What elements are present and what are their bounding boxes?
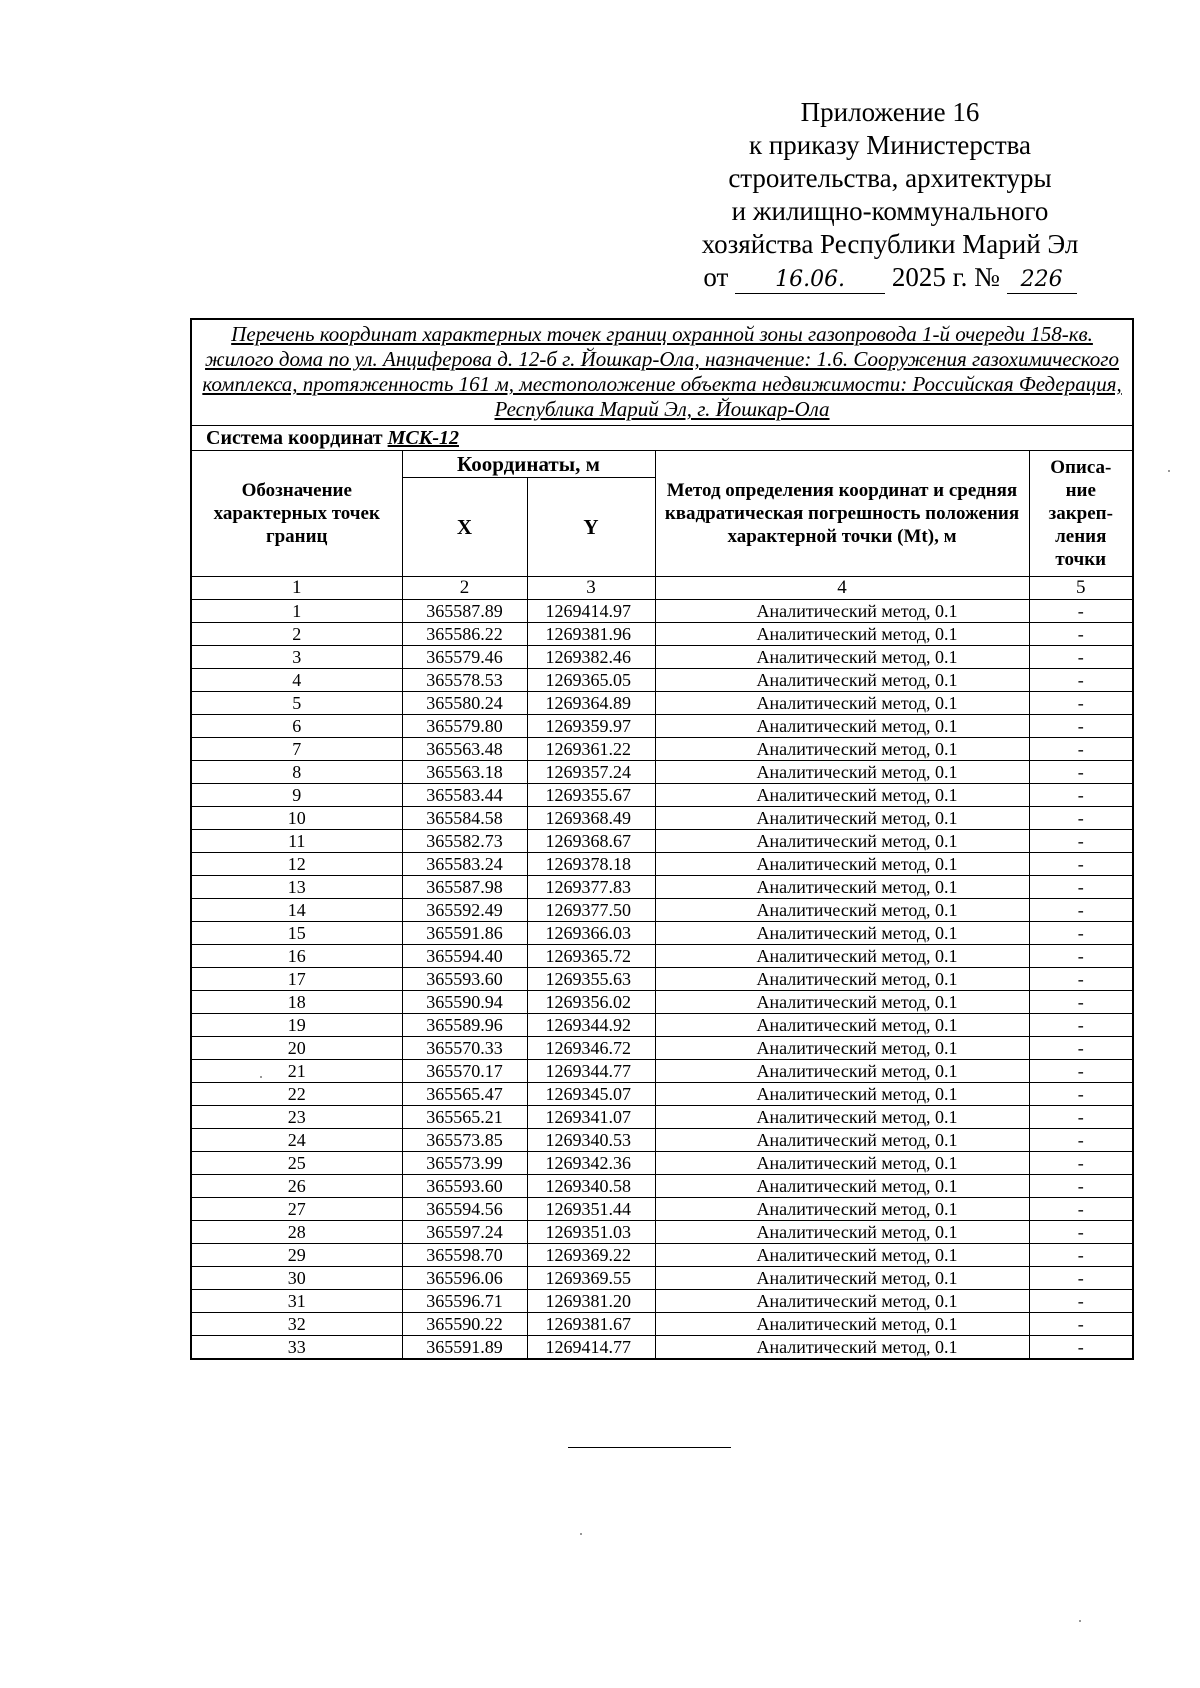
x-coordinate-cell: 365587.98 bbox=[402, 876, 527, 899]
coordinate-system-value: МСК-12 bbox=[387, 427, 459, 449]
method-cell: Аналитический метод, 0.1 bbox=[655, 807, 1029, 830]
description-cell: - bbox=[1029, 1175, 1133, 1198]
column-number: 1 bbox=[191, 577, 402, 600]
point-number-cell: 13 bbox=[191, 876, 402, 899]
header-points: Обозначение характерных точек границ bbox=[191, 451, 402, 577]
coordinate-system bbox=[191, 426, 1133, 451]
description-cell: - bbox=[1029, 738, 1133, 761]
coordinate-system-label: Система координат bbox=[206, 427, 383, 449]
scan-speck bbox=[580, 1533, 582, 1535]
table-row bbox=[191, 1336, 1133, 1360]
point-number-cell: 19 bbox=[191, 1014, 402, 1037]
year-number-label: 2025 г. № bbox=[891, 262, 1000, 292]
point-number-cell: 24 bbox=[191, 1129, 402, 1152]
x-coordinate-cell: 365579.46 bbox=[402, 646, 527, 669]
description-cell: - bbox=[1029, 807, 1133, 830]
description-cell: - bbox=[1029, 1221, 1133, 1244]
point-number-cell: 28 bbox=[191, 1221, 402, 1244]
description-cell: - bbox=[1029, 761, 1133, 784]
point-number-cell: 1 bbox=[191, 600, 402, 623]
x-coordinate-cell: 365589.96 bbox=[402, 1014, 527, 1037]
point-number-cell: 31 bbox=[191, 1290, 402, 1313]
description-cell: - bbox=[1029, 692, 1133, 715]
y-coordinate-cell: 1269369.22 bbox=[527, 1244, 655, 1267]
description-cell: - bbox=[1029, 922, 1133, 945]
description-cell: - bbox=[1029, 1244, 1133, 1267]
x-coordinate-cell: 365580.24 bbox=[402, 692, 527, 715]
point-number-cell: 22 bbox=[191, 1083, 402, 1106]
method-cell: Аналитический метод, 0.1 bbox=[655, 945, 1029, 968]
coordinates-table bbox=[190, 318, 1134, 1360]
header-line-2: к приказу Министерства bbox=[748, 130, 1032, 160]
table-row bbox=[191, 692, 1133, 715]
column-numbers-row bbox=[191, 577, 1133, 600]
method-cell: Аналитический метод, 0.1 bbox=[655, 761, 1029, 784]
y-coordinate-cell: 1269344.77 bbox=[527, 1060, 655, 1083]
description-cell: - bbox=[1029, 945, 1133, 968]
method-cell: Аналитический метод, 0.1 bbox=[655, 623, 1029, 646]
x-coordinate-cell: 365563.48 bbox=[402, 738, 527, 761]
x-coordinate-cell: 365593.60 bbox=[402, 1175, 527, 1198]
description-cell: - bbox=[1029, 1198, 1133, 1221]
y-coordinate-cell: 1269351.03 bbox=[527, 1221, 655, 1244]
table-row bbox=[191, 968, 1133, 991]
description-cell: - bbox=[1029, 715, 1133, 738]
table-row bbox=[191, 1313, 1133, 1336]
table-row bbox=[191, 830, 1133, 853]
method-cell: Аналитический метод, 0.1 bbox=[655, 830, 1029, 853]
x-coordinate-cell: 365596.06 bbox=[402, 1267, 527, 1290]
method-cell: Аналитический метод, 0.1 bbox=[655, 692, 1029, 715]
table-row bbox=[191, 1083, 1133, 1106]
method-cell: Аналитический метод, 0.1 bbox=[655, 738, 1029, 761]
header-line-3: строительства, архитектуры bbox=[728, 163, 1052, 193]
description-cell: - bbox=[1029, 669, 1133, 692]
header-description: Описа-ние закреп-ления точки bbox=[1029, 451, 1133, 577]
table-row bbox=[191, 761, 1133, 784]
x-coordinate-cell: 365565.47 bbox=[402, 1083, 527, 1106]
x-coordinate-cell: 365570.33 bbox=[402, 1037, 527, 1060]
y-coordinate-cell: 1269414.97 bbox=[527, 600, 655, 623]
point-number-cell: 17 bbox=[191, 968, 402, 991]
table-row bbox=[191, 1106, 1133, 1129]
table-row bbox=[191, 1152, 1133, 1175]
table-row bbox=[191, 1221, 1133, 1244]
y-coordinate-cell: 1269351.44 bbox=[527, 1198, 655, 1221]
method-cell: Аналитический метод, 0.1 bbox=[655, 1152, 1029, 1175]
table-row bbox=[191, 669, 1133, 692]
table-row bbox=[191, 1267, 1133, 1290]
method-cell: Аналитический метод, 0.1 bbox=[655, 1336, 1029, 1360]
column-number: 4 bbox=[655, 577, 1029, 600]
x-coordinate-cell: 365573.99 bbox=[402, 1152, 527, 1175]
point-number-cell: 21 bbox=[191, 1060, 402, 1083]
y-coordinate-cell: 1269366.03 bbox=[527, 922, 655, 945]
point-number-cell: 29 bbox=[191, 1244, 402, 1267]
table-row bbox=[191, 738, 1133, 761]
method-cell: Аналитический метод, 0.1 bbox=[655, 1244, 1029, 1267]
y-coordinate-cell: 1269377.83 bbox=[527, 876, 655, 899]
point-number-cell: 33 bbox=[191, 1336, 402, 1360]
description-cell: - bbox=[1029, 991, 1133, 1014]
x-coordinate-cell: 365565.21 bbox=[402, 1106, 527, 1129]
x-coordinate-cell: 365592.49 bbox=[402, 899, 527, 922]
x-coordinate-cell: 365582.73 bbox=[402, 830, 527, 853]
x-coordinate-cell: 365590.22 bbox=[402, 1313, 527, 1336]
y-coordinate-cell: 1269381.96 bbox=[527, 623, 655, 646]
x-coordinate-cell: 365573.85 bbox=[402, 1129, 527, 1152]
point-number-cell: 32 bbox=[191, 1313, 402, 1336]
method-cell: Аналитический метод, 0.1 bbox=[655, 853, 1029, 876]
y-coordinate-cell: 1269340.53 bbox=[527, 1129, 655, 1152]
table-row bbox=[191, 876, 1133, 899]
y-coordinate-cell: 1269377.50 bbox=[527, 899, 655, 922]
x-coordinate-cell: 365578.53 bbox=[402, 669, 527, 692]
y-coordinate-cell: 1269378.18 bbox=[527, 853, 655, 876]
point-number-cell: 15 bbox=[191, 922, 402, 945]
column-number: 5 bbox=[1029, 577, 1133, 600]
table-row bbox=[191, 922, 1133, 945]
point-number-cell: 7 bbox=[191, 738, 402, 761]
description-cell: - bbox=[1029, 1083, 1133, 1106]
table-row bbox=[191, 784, 1133, 807]
y-coordinate-cell: 1269368.49 bbox=[527, 807, 655, 830]
method-cell: Аналитический метод, 0.1 bbox=[655, 715, 1029, 738]
point-number-cell: 18 bbox=[191, 991, 402, 1014]
description-cell: - bbox=[1029, 899, 1133, 922]
point-number-cell: 20 bbox=[191, 1037, 402, 1060]
description-cell: - bbox=[1029, 1106, 1133, 1129]
scan-speck bbox=[1168, 470, 1170, 472]
point-number-cell: 14 bbox=[191, 899, 402, 922]
method-cell: Аналитический метод, 0.1 bbox=[655, 1290, 1029, 1313]
point-number-cell: 9 bbox=[191, 784, 402, 807]
method-cell: Аналитический метод, 0.1 bbox=[655, 922, 1029, 945]
order-date-line bbox=[640, 261, 1140, 294]
description-cell: - bbox=[1029, 623, 1133, 646]
table-row bbox=[191, 991, 1133, 1014]
y-coordinate-cell: 1269344.92 bbox=[527, 1014, 655, 1037]
x-coordinate-cell: 365594.40 bbox=[402, 945, 527, 968]
y-coordinate-cell: 1269365.05 bbox=[527, 669, 655, 692]
point-number-cell: 16 bbox=[191, 945, 402, 968]
table-row bbox=[191, 1198, 1133, 1221]
method-cell: Аналитический метод, 0.1 bbox=[655, 1221, 1029, 1244]
from-prefix: от bbox=[703, 262, 729, 292]
description-cell: - bbox=[1029, 600, 1133, 623]
y-coordinate-cell: 1269381.20 bbox=[527, 1290, 655, 1313]
point-number-cell: 6 bbox=[191, 715, 402, 738]
y-coordinate-cell: 1269356.02 bbox=[527, 991, 655, 1014]
scan-speck bbox=[260, 1076, 262, 1078]
column-number: 2 bbox=[402, 577, 527, 600]
handwritten-order-number: 226 bbox=[1007, 267, 1077, 294]
y-coordinate-cell: 1269357.24 bbox=[527, 761, 655, 784]
point-number-cell: 12 bbox=[191, 853, 402, 876]
method-cell: Аналитический метод, 0.1 bbox=[655, 899, 1029, 922]
x-coordinate-cell: 365593.60 bbox=[402, 968, 527, 991]
description-cell: - bbox=[1029, 646, 1133, 669]
y-coordinate-cell: 1269381.67 bbox=[527, 1313, 655, 1336]
description-cell: - bbox=[1029, 1152, 1133, 1175]
point-number-cell: 11 bbox=[191, 830, 402, 853]
table-caption: Перечень координат характерных точек границ охранной зоны газопровода 1-й очереди 158-кв. жилого дома по ул. Анциферова д. 12-б г. Йошкар-Ола, назначение: 1.6. Сооружения газохимического комплекса, протяженность 161 м, местоположение объекта недвижимости: Российская Федерация, Республика Марий Эл, г. Йошкар-Ола bbox=[191, 319, 1133, 426]
handwritten-date: 16.06. bbox=[735, 267, 885, 294]
y-coordinate-cell: 1269369.55 bbox=[527, 1267, 655, 1290]
table-row bbox=[191, 1290, 1133, 1313]
x-coordinate-cell: 365587.89 bbox=[402, 600, 527, 623]
header-y: Y bbox=[527, 478, 655, 577]
method-cell: Аналитический метод, 0.1 bbox=[655, 1267, 1029, 1290]
table-row bbox=[191, 1037, 1133, 1060]
description-cell: - bbox=[1029, 968, 1133, 991]
method-cell: Аналитический метод, 0.1 bbox=[655, 876, 1029, 899]
point-number-cell: 25 bbox=[191, 1152, 402, 1175]
table-row bbox=[191, 1244, 1133, 1267]
description-cell: - bbox=[1029, 1060, 1133, 1083]
point-number-cell: 10 bbox=[191, 807, 402, 830]
footer-divider bbox=[568, 1447, 731, 1448]
y-coordinate-cell: 1269340.58 bbox=[527, 1175, 655, 1198]
y-coordinate-cell: 1269365.72 bbox=[527, 945, 655, 968]
header-method: Метод определения координат и средняя квадратическая погрешность положения характерной точки (Mt), м bbox=[655, 451, 1029, 577]
description-cell: - bbox=[1029, 1267, 1133, 1290]
header-coordinates: Координаты, м bbox=[402, 451, 655, 478]
method-cell: Аналитический метод, 0.1 bbox=[655, 968, 1029, 991]
description-cell: - bbox=[1029, 1336, 1133, 1360]
x-coordinate-cell: 365596.71 bbox=[402, 1290, 527, 1313]
method-cell: Аналитический метод, 0.1 bbox=[655, 1083, 1029, 1106]
y-coordinate-cell: 1269359.97 bbox=[527, 715, 655, 738]
description-cell: - bbox=[1029, 830, 1133, 853]
method-cell: Аналитический метод, 0.1 bbox=[655, 669, 1029, 692]
y-coordinate-cell: 1269355.67 bbox=[527, 784, 655, 807]
x-coordinate-cell: 365590.94 bbox=[402, 991, 527, 1014]
y-coordinate-cell: 1269346.72 bbox=[527, 1037, 655, 1060]
description-cell: - bbox=[1029, 784, 1133, 807]
description-cell: - bbox=[1029, 1037, 1133, 1060]
description-cell: - bbox=[1029, 876, 1133, 899]
method-cell: Аналитический метод, 0.1 bbox=[655, 1014, 1029, 1037]
point-number-cell: 8 bbox=[191, 761, 402, 784]
table-row bbox=[191, 646, 1133, 669]
point-number-cell: 2 bbox=[191, 623, 402, 646]
header-line-1: Приложение 16 bbox=[800, 97, 980, 127]
y-coordinate-cell: 1269414.77 bbox=[527, 1336, 655, 1360]
point-number-cell: 4 bbox=[191, 669, 402, 692]
order-header bbox=[640, 96, 1140, 294]
point-number-cell: 30 bbox=[191, 1267, 402, 1290]
point-number-cell: 5 bbox=[191, 692, 402, 715]
point-number-cell: 23 bbox=[191, 1106, 402, 1129]
y-coordinate-cell: 1269361.22 bbox=[527, 738, 655, 761]
y-coordinate-cell: 1269364.89 bbox=[527, 692, 655, 715]
table-row bbox=[191, 945, 1133, 968]
method-cell: Аналитический метод, 0.1 bbox=[655, 784, 1029, 807]
y-coordinate-cell: 1269345.07 bbox=[527, 1083, 655, 1106]
y-coordinate-cell: 1269355.63 bbox=[527, 968, 655, 991]
method-cell: Аналитический метод, 0.1 bbox=[655, 1129, 1029, 1152]
description-cell: - bbox=[1029, 1290, 1133, 1313]
method-cell: Аналитический метод, 0.1 bbox=[655, 991, 1029, 1014]
table-row bbox=[191, 1014, 1133, 1037]
x-coordinate-cell: 365583.44 bbox=[402, 784, 527, 807]
y-coordinate-cell: 1269368.67 bbox=[527, 830, 655, 853]
table-body bbox=[191, 600, 1133, 1360]
x-coordinate-cell: 365570.17 bbox=[402, 1060, 527, 1083]
header-x: X bbox=[402, 478, 527, 577]
table-row bbox=[191, 899, 1133, 922]
method-cell: Аналитический метод, 0.1 bbox=[655, 1313, 1029, 1336]
x-coordinate-cell: 365584.58 bbox=[402, 807, 527, 830]
method-cell: Аналитический метод, 0.1 bbox=[655, 646, 1029, 669]
header-line-5: хозяйства Республики Марий Эл bbox=[701, 229, 1079, 259]
y-coordinate-cell: 1269382.46 bbox=[527, 646, 655, 669]
x-coordinate-cell: 365583.24 bbox=[402, 853, 527, 876]
y-coordinate-cell: 1269342.36 bbox=[527, 1152, 655, 1175]
table-row bbox=[191, 623, 1133, 646]
table-row bbox=[191, 600, 1133, 623]
table-row bbox=[191, 807, 1133, 830]
method-cell: Аналитический метод, 0.1 bbox=[655, 1198, 1029, 1221]
column-number: 3 bbox=[527, 577, 655, 600]
point-number-cell: 3 bbox=[191, 646, 402, 669]
x-coordinate-cell: 365579.80 bbox=[402, 715, 527, 738]
header-line-4: и жилищно-коммунального bbox=[731, 196, 1049, 226]
table-row bbox=[191, 715, 1133, 738]
table-row bbox=[191, 1129, 1133, 1152]
x-coordinate-cell: 365586.22 bbox=[402, 623, 527, 646]
method-cell: Аналитический метод, 0.1 bbox=[655, 1037, 1029, 1060]
description-cell: - bbox=[1029, 1014, 1133, 1037]
x-coordinate-cell: 365591.86 bbox=[402, 922, 527, 945]
x-coordinate-cell: 365597.24 bbox=[402, 1221, 527, 1244]
method-cell: Аналитический метод, 0.1 bbox=[655, 1175, 1029, 1198]
method-cell: Аналитический метод, 0.1 bbox=[655, 1106, 1029, 1129]
description-cell: - bbox=[1029, 853, 1133, 876]
description-cell: - bbox=[1029, 1313, 1133, 1336]
method-cell: Аналитический метод, 0.1 bbox=[655, 1060, 1029, 1083]
scan-speck bbox=[1079, 1620, 1081, 1622]
x-coordinate-cell: 365563.18 bbox=[402, 761, 527, 784]
x-coordinate-cell: 365591.89 bbox=[402, 1336, 527, 1360]
table-row bbox=[191, 853, 1133, 876]
x-coordinate-cell: 365594.56 bbox=[402, 1198, 527, 1221]
description-cell: - bbox=[1029, 1129, 1133, 1152]
y-coordinate-cell: 1269341.07 bbox=[527, 1106, 655, 1129]
x-coordinate-cell: 365598.70 bbox=[402, 1244, 527, 1267]
point-number-cell: 26 bbox=[191, 1175, 402, 1198]
table-row bbox=[191, 1175, 1133, 1198]
table-row bbox=[191, 1060, 1133, 1083]
point-number-cell: 27 bbox=[191, 1198, 402, 1221]
method-cell: Аналитический метод, 0.1 bbox=[655, 600, 1029, 623]
